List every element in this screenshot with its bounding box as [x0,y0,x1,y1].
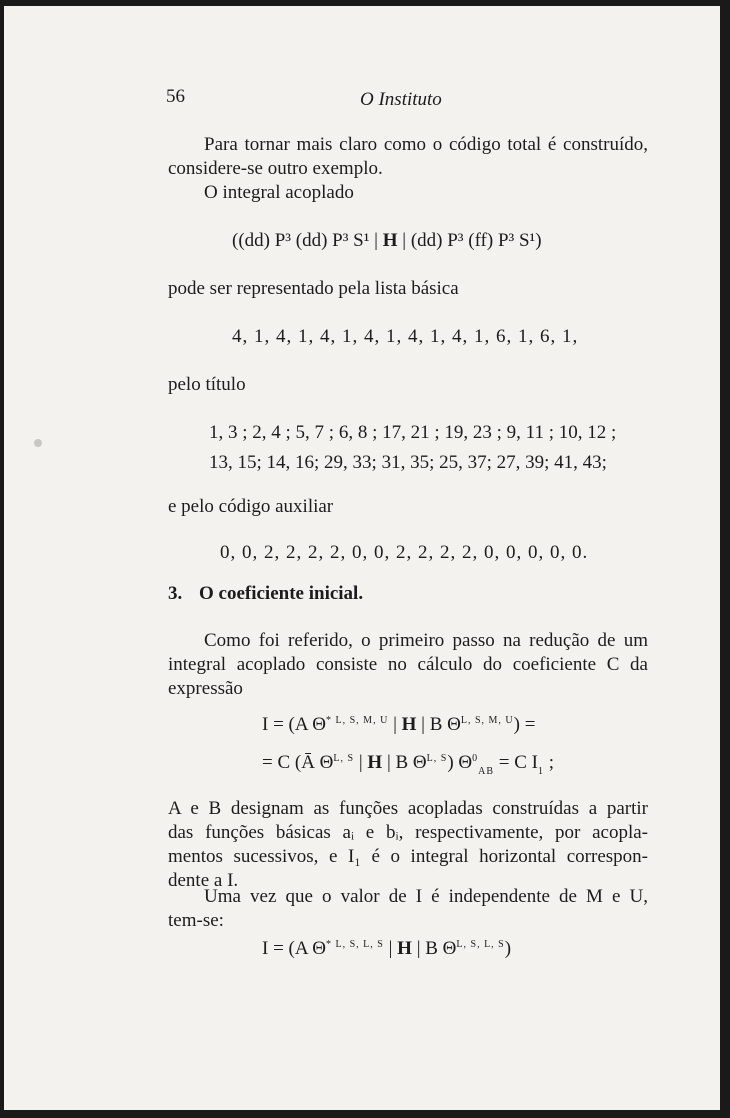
paragraph-1-line-2: considere-se outro exemplo. [168,158,383,179]
formula-coupled-integral [232,230,542,252]
formula3-end: ; [544,752,555,773]
formula3-right: = C I [494,752,538,773]
formula3-left: = C (Ā Θ [262,752,334,773]
paragraph-6-line-2: integral acoplado consiste no cálculo do coeficiente C da [168,654,648,675]
paragraph-2-line-1: O integral acoplado [204,182,354,203]
formula4-right: ) [504,938,512,959]
paragraph-7-line-3: mentos sucessivos, e I₁ é o integral horizontal correspon- [168,846,648,867]
paragraph-1-line-1: Para tornar mais claro como o código total é construído, [204,134,648,155]
paragraph-7-line-4: dente a I. [168,870,239,891]
page-number: 56 [166,86,185,107]
formula1-close: | (dd) P³ (ff) P³ S¹) [397,230,542,251]
formula1-open: ((dd) P³ (dd) P³ S¹ | [232,230,383,251]
formula4-superscript-2: L, S, L, S [456,939,505,950]
paragraph-7-line-1: A e B designam as funções acopladas construídas a partir [168,798,648,819]
formula1-operator: H [382,230,398,251]
paper-speck [34,439,42,447]
paragraph-8-line-2: tem-se: [168,910,224,931]
formula2-bar: | [388,714,402,735]
paragraph-5-line-1: e pelo código auxiliar [168,496,334,517]
section-heading [168,583,363,605]
formula3-subscript-1: 1 [538,766,544,777]
formula3-superscript-3: 0 [472,753,479,764]
formula3-operator: H [367,752,383,773]
formula2-left: I = (A Θ [262,714,327,735]
basic-list: 4, 1, 4, 1, 4, 1, 4, 1, 4, 1, 4, 1, 6, 1, 6, 1, [232,326,579,347]
paragraph-3-line-1: pode ser representado pela lista básica [168,278,459,299]
section-number: 3. [168,583,183,604]
formula3-subscript-ab: AB [478,766,495,777]
formula4-left: I = (A Θ [262,938,327,959]
document-page [4,6,720,1110]
formula3-theta: ) Θ [447,752,473,773]
running-title: O Instituto [360,89,442,110]
formula2-operator: H [401,714,417,735]
formula2-superscript-1: * L, S, M, U [326,715,389,726]
formula3-bar: | [354,752,368,773]
formula4-operator: H [397,938,412,959]
formula2-middle: | B Θ [416,714,461,735]
paragraph-6-line-3: expressão [168,678,243,699]
paragraph-7-line-2: das funções básicas aᵢ e bᵢ, respectivamente, por acopla- [168,822,648,843]
formula3-middle: | B Θ [382,752,427,773]
formula4-middle: | B Θ [411,938,457,959]
formula4-superscript-1: * L, S, L, S [326,939,384,950]
auxiliary-list: 0, 0, 2, 2, 2, 2, 0, 0, 2, 2, 2, 2, 0, 0, 0, 0, 0. [220,542,589,563]
title-list-line-2: 13, 15; 14, 16; 29, 33; 31, 35; 25, 37; 27, 39; 41, 43; [209,452,607,473]
formula-expression-3 [262,934,511,960]
section-title: O coeficiente inicial. [199,583,364,604]
paragraph-6-line-1: Como foi referido, o primeiro passo na redução de um [204,630,648,651]
formula3-superscript-2: L, S [426,753,448,764]
formula-expression-2 [262,748,554,783]
title-list-line-1: 1, 3 ; 2, 4 ; 5, 7 ; 6, 8 ; 17, 21 ; 19, 23 ; 9, 11 ; 10, 12 ; [209,422,617,443]
formula4-bar: | [383,938,398,959]
formula2-superscript-2: L, S, M, U [460,715,514,726]
formula3-superscript-1: L, S [333,753,355,764]
paragraph-8-line-1: Uma vez que o valor de I é independente de M e U, [204,886,648,907]
formula-expression-1 [262,710,535,736]
paragraph-4-line-1: pelo título [168,374,246,395]
formula2-right: ) = [513,714,536,735]
